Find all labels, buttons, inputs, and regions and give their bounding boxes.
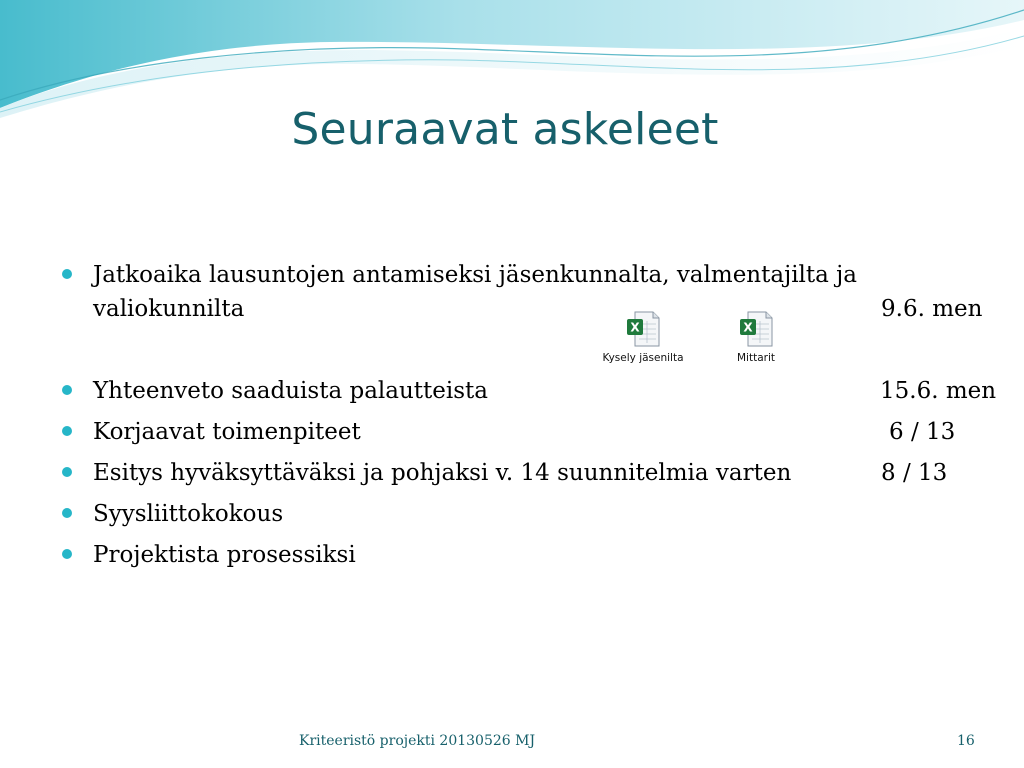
bullet-text: Korjaavat toimenpiteet xyxy=(93,419,361,445)
bullet-text: Yhteenveto saaduista palautteista xyxy=(93,378,488,404)
bullet-icon xyxy=(62,549,72,559)
svg-text:X: X xyxy=(743,320,753,335)
attachment-mittarit[interactable] xyxy=(711,310,801,364)
bullet-icon xyxy=(62,426,72,436)
footer-text: Kriteeristö projekti 20130526 MJ xyxy=(299,733,536,749)
excel-file-icon xyxy=(738,310,774,348)
bullet-icon xyxy=(62,385,72,395)
bullet-date: 9.6. men xyxy=(881,296,983,322)
bullet-text: Esitys hyväksyttäväksi ja pohjaksi v. 14 suunnitelmia varten xyxy=(93,460,792,486)
svg-text:X: X xyxy=(630,320,640,335)
bullet-date: 6 / 13 xyxy=(889,419,956,445)
bullet-text: valiokunnilta xyxy=(93,296,245,322)
excel-file-icon xyxy=(625,310,661,348)
page-number: 16 xyxy=(957,733,975,749)
bullet-icon xyxy=(62,467,72,477)
slide-title: Seuraavat askeleet xyxy=(291,104,719,155)
bullet-icon xyxy=(62,269,72,279)
attachment-label: Kysely jäsenilta xyxy=(602,352,684,364)
bullet-date: 8 / 13 xyxy=(881,460,948,486)
attachment-label: Mittarit xyxy=(737,352,775,364)
bullet-icon xyxy=(62,508,72,518)
bullet-text: Projektista prosessiksi xyxy=(93,542,356,568)
attachment-kysely[interactable] xyxy=(588,310,698,364)
bullet-text: Jatkoaika lausuntojen antamiseksi jäsenkunnalta, valmentajilta ja xyxy=(93,262,858,288)
bullet-text: Syysliittokokous xyxy=(93,501,284,527)
bullet-date: 15.6. men xyxy=(880,378,997,404)
